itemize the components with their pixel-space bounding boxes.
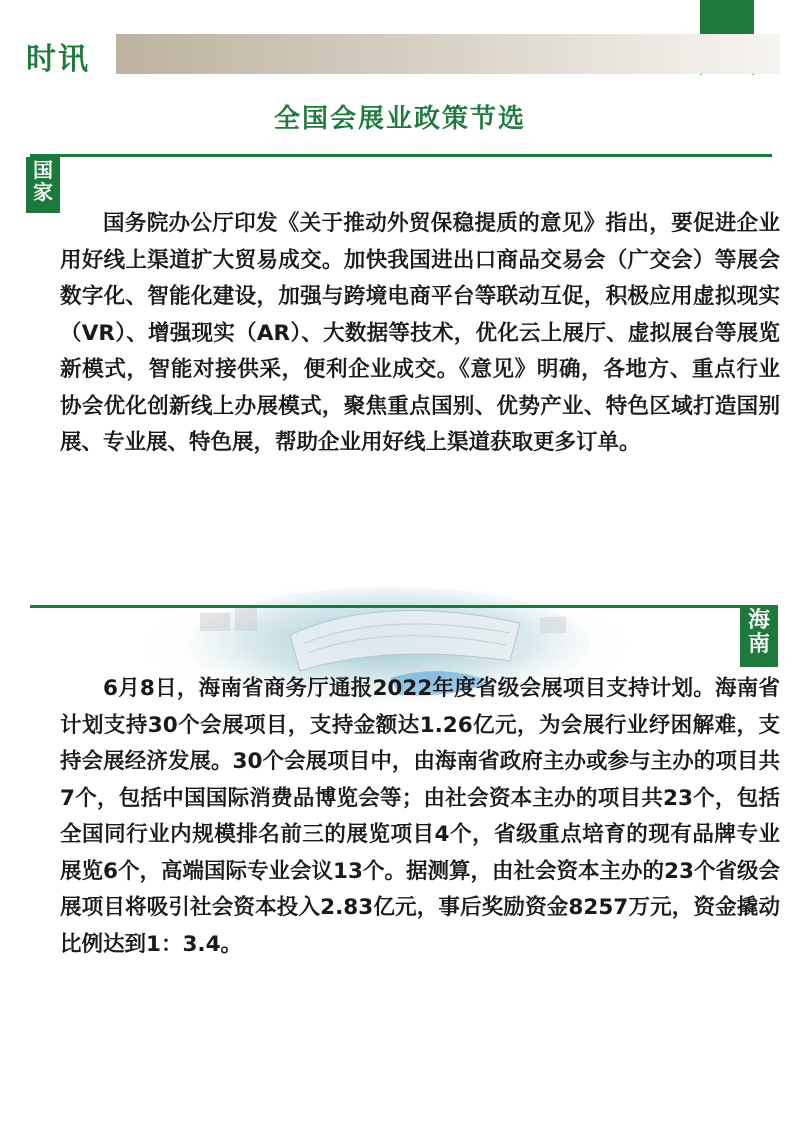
header-banner-bar <box>116 34 780 74</box>
section-title: 时讯 <box>26 42 90 77</box>
divider-line <box>30 154 772 157</box>
section-tag-hainan <box>740 605 778 667</box>
page-title: 全国会展业政策节选 <box>273 104 526 134</box>
section-tag-label: 海南 <box>747 608 770 658</box>
paragraph-hainan: 6月8日，海南省商务厅通报2022年度省级会展项目支持计划。海南省计划支持30个会展项目，支持金额达1.26亿元，为会展行业纾困解难，支持会展经济发展。30个会展项目中，由海南省政府主办或参与主办的项目共7个，包括中国国际消费品博览会等；由社会资本主办的项目共23个，包括全国同行业内规模排名前三的展览项目4个，省级重点培育的现有品牌专业展览6个，高端国际专业会议13个。据测算，由社会资本主办的23个省级会展项目将吸引社会资本投入2.83亿元，事后奖励资金8257万元，资金撬动比例达到1：3.4。 <box>60 676 780 957</box>
section-tag-national <box>26 157 60 213</box>
divider-line <box>30 605 740 608</box>
paragraph-national: 国务院办公厅印发《关于推动外贸保稳提质的意见》指出，要促进企业用好线上渠道扩大贸易成交。加快我国进出口商品交易会（广交会）等展会数字化、智能化建设，加强与跨境电商平台等联动互促，积极应用虚拟现实（VR）、增强现实（AR）、大数据等技术，优化云上展厅、虚拟展台等展览新模式，智能对接供采，便利企业成交。《意见》明确，各地方、重点行业协会优化创新线上办展模式，聚焦重点国别、优势产业、特色区域打造国别展、专业展、特色展，帮助企业用好线上渠道获取更多订单。 <box>60 211 780 455</box>
section-tag-label: 国家 <box>33 158 53 204</box>
